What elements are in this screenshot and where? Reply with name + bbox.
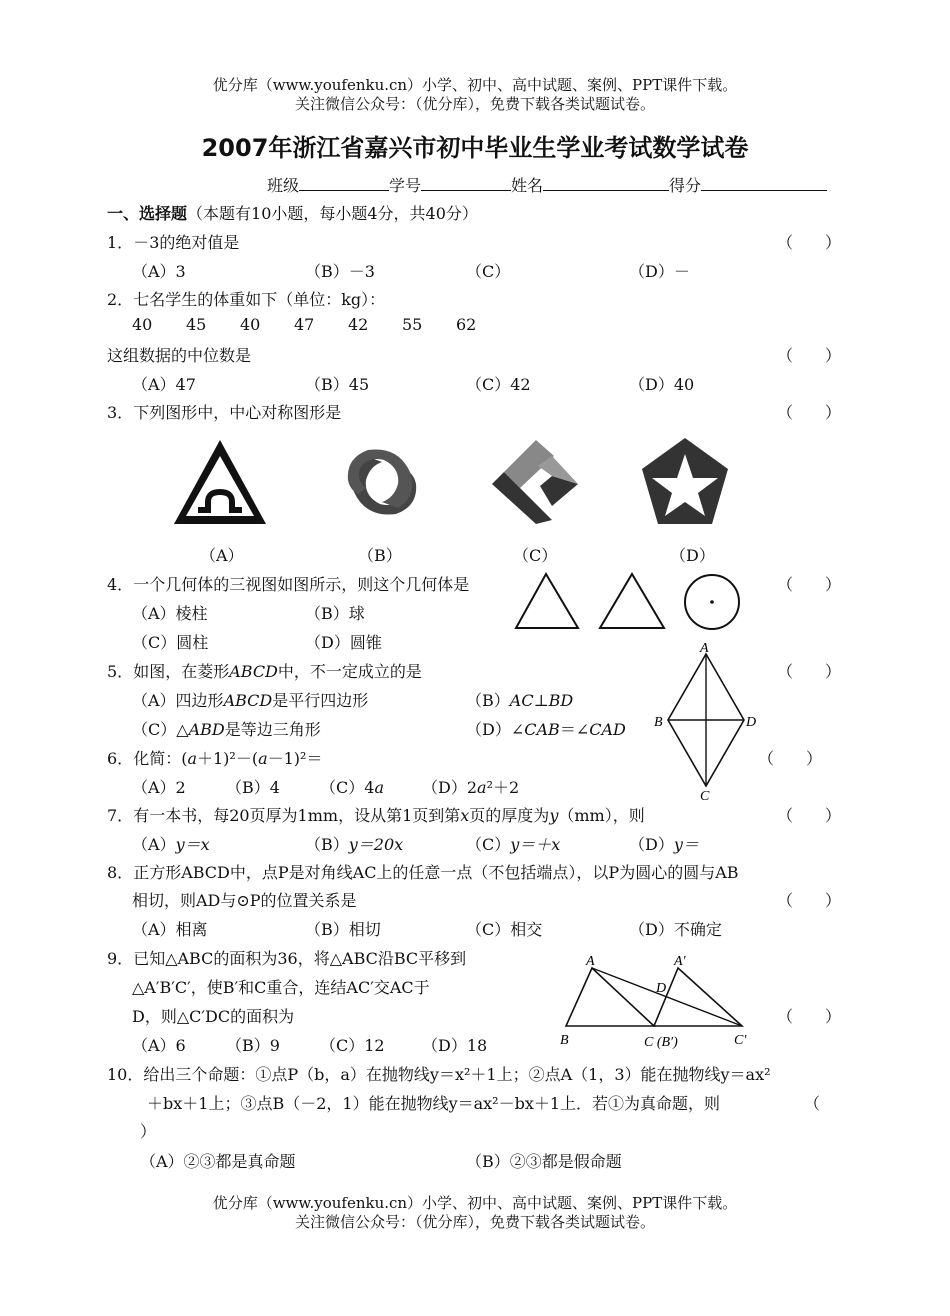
class-label: 班级 [267, 176, 300, 195]
swirl-logo-figure [336, 436, 428, 528]
q7-stem: 7．有一本书，每20页厚为1mm，设从第1页到第x页的厚度为y（mm），则 [107, 806, 645, 825]
q3-label-a: （A） [200, 546, 244, 565]
q3-stem: 3．下列图形中，中心对称图形是 [107, 403, 342, 422]
q1-stem: 1．－3的绝对值是 [107, 233, 240, 252]
footer-line-2: 关注微信公众号：（优分库），免费下载各类试题试卷。 [294, 1213, 655, 1231]
q10-stem-2: ＋bx＋1上；③点B（－2，1）能在抛物线y＝ax²－bx＋1上．若①为真命题，则 [147, 1094, 721, 1113]
q3-label-b: （B） [358, 546, 402, 565]
q4-option-c: （C）圆柱 [132, 633, 209, 652]
section-note: （本题有10小题，每小题4分，共40分） [187, 204, 478, 223]
number-blank [421, 176, 511, 191]
q2-option-d: （D）40 [629, 375, 695, 394]
q1-option-b: （B）－3 [305, 262, 375, 281]
q5-option-a: （A）四边形ABCD是平行四边形 [132, 691, 369, 710]
q8-option-a: （A）相离 [132, 920, 208, 939]
q8-option-c: （C）相交 [466, 920, 543, 939]
q5-option-c: （C）△ABD是等边三角形 [132, 720, 321, 739]
rhombus-label-c: C [700, 789, 710, 804]
q5-option-d: （D）∠CAB＝∠CAD [466, 720, 626, 739]
q9-stem-3: D，则△C′DC的面积为 [132, 1007, 295, 1026]
q4-stem: 4．一个几何体的三视图如图所示，则这个几何体是 [107, 575, 470, 594]
q4-option-b: （B）球 [305, 604, 365, 623]
q10-stem-1: 10．给出三个命题：①点P（b，a）在抛物线y＝x²＋1上；②点A（1，3）能在抛物线y＝ax² [107, 1065, 771, 1084]
score-blank [701, 176, 827, 191]
q2-option-c: （C）42 [466, 375, 531, 394]
class-blank [299, 176, 389, 191]
q1-answer-paren: （ ） [777, 233, 842, 252]
warning-triangle-figure [170, 436, 270, 528]
q7-answer-paren: （ ） [777, 806, 842, 825]
q9-option-c: （C）12 [320, 1036, 385, 1055]
q7-option-d: （D）y＝ [629, 835, 699, 854]
q7-option-c: （C）y＝＋x [466, 835, 561, 854]
fig-label-c-b-prime: C (B′) [644, 1035, 678, 1050]
rhombus-label-b: B [654, 715, 663, 730]
footer-line-1: 优分库（www.youfenku.cn）小学、初中、高中试题、案例、PPT课件下载。 [212, 1194, 738, 1212]
three-view-figure [514, 572, 744, 632]
q9-stem-1: 9．已知△ABC的面积为36，将△ABC沿BC平移到 [107, 949, 467, 968]
q6-stem: 6．化简：(a＋1)²－(a－1)²＝ [107, 749, 323, 768]
fig-label-a-prime: A′ [674, 954, 686, 969]
fig-label-c-prime: C′ [734, 1033, 747, 1048]
pentagon-star-figure [640, 436, 730, 528]
name-blank [543, 176, 669, 191]
q10-paren-open: （ [804, 1094, 821, 1113]
rhombus-label-d: D [746, 715, 757, 730]
q9-option-a: （A）6 [132, 1036, 186, 1055]
q8-stem-2: 相切，则AD与⊙P的位置关系是 [132, 891, 357, 910]
q2-answer-paren: （ ） [777, 346, 842, 365]
q5-option-b: （B）AC⊥BD [466, 691, 574, 710]
q8-option-b: （B）相切 [305, 920, 381, 939]
q7-option-b: （B）y＝20x [305, 835, 404, 854]
q10-option-b: （B）②③都是假命题 [466, 1152, 622, 1171]
q9-option-d: （D）18 [422, 1036, 488, 1055]
diamond-logo-figure [490, 436, 582, 528]
q1-option-c: （C） [466, 262, 511, 281]
q1-option-d: （D）－ [629, 262, 690, 281]
q6-option-b: （B）4 [226, 778, 280, 797]
student-info-line [267, 173, 827, 196]
fig-label-b: B [560, 1033, 569, 1048]
fig-label-a: A [586, 954, 595, 969]
name-label: 姓名 [511, 176, 544, 195]
header-line-1: 优分库（www.youfenku.cn）小学、初中、高中试题、案例、PPT课件下载。 [212, 76, 738, 94]
exam-title: 2007年浙江省嘉兴市初中毕业生学业考试数学试卷 [201, 134, 749, 162]
q2-stem-2: 这组数据的中位数是 [107, 346, 252, 365]
q3-label-d: （D） [670, 546, 715, 565]
q9-answer-paren: （ ） [777, 1007, 842, 1026]
q1-option-a: （A）3 [132, 262, 186, 281]
q6-answer-paren: （ ） [758, 749, 823, 768]
q8-option-d: （D）不确定 [629, 920, 722, 939]
q2-weights: 40 45 40 47 42 55 62 [132, 315, 477, 334]
q3-label-c: （C） [513, 546, 558, 565]
q2-stem: 2．七名学生的体重如下（单位：kg）： [107, 290, 386, 309]
score-label: 得分 [669, 176, 702, 195]
q5-stem: 5．如图，在菱形ABCD中，不一定成立的是 [107, 662, 422, 681]
q2-option-b: （B）45 [305, 375, 370, 394]
triangle-translation-figure [556, 948, 766, 1050]
q5-answer-paren: （ ） [777, 662, 842, 681]
q8-answer-paren: （ ） [777, 891, 842, 910]
q3-answer-paren: （ ） [777, 403, 842, 422]
q4-option-a: （A）棱柱 [132, 604, 208, 623]
rhombus-figure [650, 640, 770, 805]
q7-option-a: （A）y＝x [132, 835, 210, 854]
fig-label-d: D [656, 981, 667, 996]
q6-option-c: （C）4a [320, 778, 384, 797]
q9-stem-2: △A′B′C′，使B′和C重合，连结AC′交AC于 [132, 978, 430, 997]
q8-stem-1: 8．正方形ABCD中，点P是对角线AC上的任意一点（不包括端点），以P为圆心的圆与AB [107, 863, 739, 882]
q4-answer-paren: （ ） [777, 575, 842, 594]
q10-option-a: （A）②③都是真命题 [140, 1152, 296, 1171]
q9-option-b: （B）9 [226, 1036, 280, 1055]
q2-option-a: （A）47 [132, 375, 196, 394]
q6-option-a: （A）2 [132, 778, 186, 797]
rhombus-label-a: A [700, 641, 709, 656]
header-line-2: 关注微信公众号：（优分库），免费下载各类试题试卷。 [294, 95, 655, 113]
section-title: 一、选择题 [107, 204, 188, 223]
number-label: 学号 [389, 176, 422, 195]
q10-paren-close: ） [140, 1122, 157, 1141]
section-1-heading [107, 201, 478, 224]
q4-option-d: （D）圆锥 [305, 633, 382, 652]
q6-option-d: （D）2a²＋2 [422, 778, 520, 797]
